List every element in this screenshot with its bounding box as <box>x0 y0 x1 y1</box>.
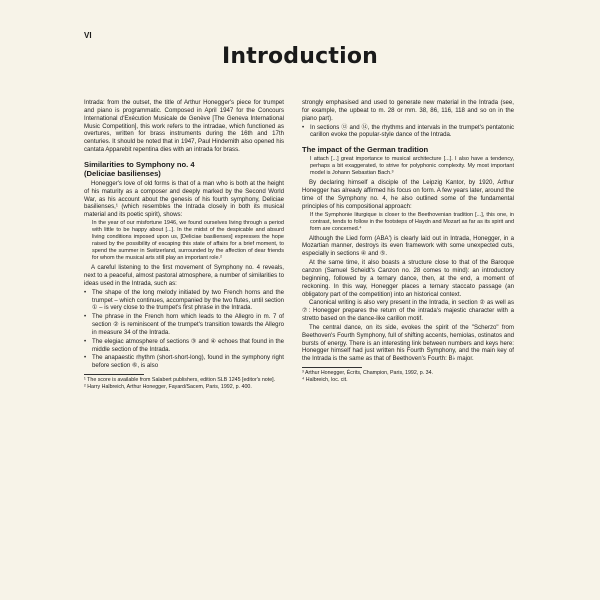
paragraph: Canonical writing is also very present in the Intrada, in section ② as well as ⑦: Honegger prepares the return of the intrada's majestic character with a stretto based on the dance-like carillon motif. <box>302 299 514 323</box>
block-quote: I attach [...] great importance to musical architecture [...]. I also have a tendency, perhaps a bit exaggerated, to strive for polyphonic complexity. My most important model is Johann Sebastian Bach.³ <box>310 156 514 177</box>
list-item: • The anapaestic rhythm (short-short-long), found in the symphony right before section ⑥, is also <box>84 354 284 370</box>
left-column <box>84 99 284 390</box>
section-heading-similarities <box>84 160 284 178</box>
page-number: VI <box>84 31 92 40</box>
footnote: ¹ The score is available from Salabert publishers, edition SLB 1245 [editor's note]. <box>84 377 276 384</box>
heading-subtitle: (Deliciae basilienses) <box>84 168 161 178</box>
paragraph: A careful listening to the first movement of Symphony no. 4 reveals, next to a peaceful, almost pastoral atmosphere, a number of similarities to ideas used in the Intrada, such as: <box>84 264 284 287</box>
section-heading-german-tradition: The impact of the German tradition <box>302 145 429 155</box>
footnote: ³ Arthur Honegger, Écrits, Champion, Paris, 1992, p. 34. <box>302 370 434 377</box>
list-item: • The shape of the long melody initiated by two French horns and the trumpet – which continues, accompanied by the two flutes, until section ① – is very close to the trumpet's first phrase in the Intrada. <box>84 289 284 313</box>
right-column <box>302 99 514 383</box>
footnote: ² Harry Halbreich, Arthur Honegger, Fayard/Sacem, Paris, 1992, p. 400. <box>84 383 252 390</box>
list-item: • The elegiac atmosphere of sections ③ and ④ echoes that found in the middle section of the Intrada. <box>84 338 284 354</box>
list-item: • The phrase in the French horn which leads to the Allegro in m. 7 of section ② is reminiscent of the trumpet's transition towards the Allegro in measure 34 of the Intrada. <box>84 313 284 337</box>
footnote-divider <box>302 367 362 368</box>
page-title: Introduction <box>221 44 378 69</box>
paragraph: Although the Lied form (ABA') is clearly laid out in Intrada, Honegger, in a Mozartian manner, destroys its even framework with some unexpected cuts, especially in sections ④ and ⑤. <box>302 234 514 258</box>
footnote: ⁴ Halbreich, loc. cit. <box>302 376 348 383</box>
paragraph: strongly emphasised and used to generate new material in the Intrada (see, for example, the upbeat to m. 28 or mm. 38, 86, 116, 118 and so on in the piano part). <box>302 99 514 122</box>
heading-text: Similarities to Symphony no. 4 <box>84 159 195 169</box>
block-quote: In the year of our misfortune 1946, we found ourselves living through a period with little to be happy about [...]. In the midst of the despicable and absurd living conditions imposed upon us, [Deliciae basilienses] expresses the hope raised by the possibility of escaping this state of affairs for a brief moment, to spend the summer in Switzerland, surrounded by the affection of dear friends for whom the musical arts still play an important role.² <box>92 220 284 262</box>
paragraph: The central dance, on its side, evokes the spirit of the "Scherzo" from Beethoven's Fourth Symphony, full of shifting accents, hemiolas, ostinatos and bursts of energy. There is an interesting link between numbers and keys here: Honegger himself had just written his Fourth Symphony, and the main key of the Intrada is the same as that of Beethoven's Fourth: B♭ major. <box>302 323 514 363</box>
list-item: • In sections ⑫ and ⑭, the rhythms and intervals in the trumpet's pentatonic carillon evoke the popular-style dance of the Intrada. <box>302 124 514 140</box>
paragraph: By declaring himself a disciple of the Leipzig Kantor, by 1920, Arthur Honegger has already affirmed his focus on form. A few years later, around the time of the Symphony no. 4, he also outlined some of the fundamental principles of his compositional approach: <box>302 179 514 210</box>
continued-list <box>302 124 514 140</box>
paragraph: Honegger's love of old forms is that of a man who is both at the height of his maturity as a composer and deeply marked by the Second World War, as his account about the genesis of his fourth symphony, Deliciae basilienses,¹ (which resembles the Intrada closely in both its musical material and its poetic spirit), shows: <box>84 179 284 219</box>
intro-paragraph: Intrada: from the outset, the title of Arthur Honegger's piece for trumpet and piano is programmatic. Composed in April 1947 for the Concours International d'Exécution Musicale de Genève [The Geneva International Music Competition], this work refers to the intradae, which functioned as overtures, written for brass instruments during the 16th and 17th centuries. It should be noted that in 1947, Paul Hindemith also opened his cantata Apparebit repentina dies with an intrada for brass. <box>84 99 284 154</box>
block-quote: If the Symphonie liturgique is closer to the Beethovenian tradition [...], this one, in contrast, tends to follow in the footsteps of Haydn and Mozart as far as its spirit and form are concerned.⁴ <box>310 211 514 232</box>
similarities-list <box>84 289 284 370</box>
paragraph: At the same time, it also boasts a structure close to that of the Baroque canzon (Samuel Scheidt's Canzon no. 28 comes to mind): an introductory beginning, followed by a ternary dance, then, at the end, a moment of reckoning. In this way, Honegger places a ternary staccato passage (an obligatory part of the competition) into an historical context. <box>302 259 514 298</box>
footnote-divider <box>84 374 144 375</box>
